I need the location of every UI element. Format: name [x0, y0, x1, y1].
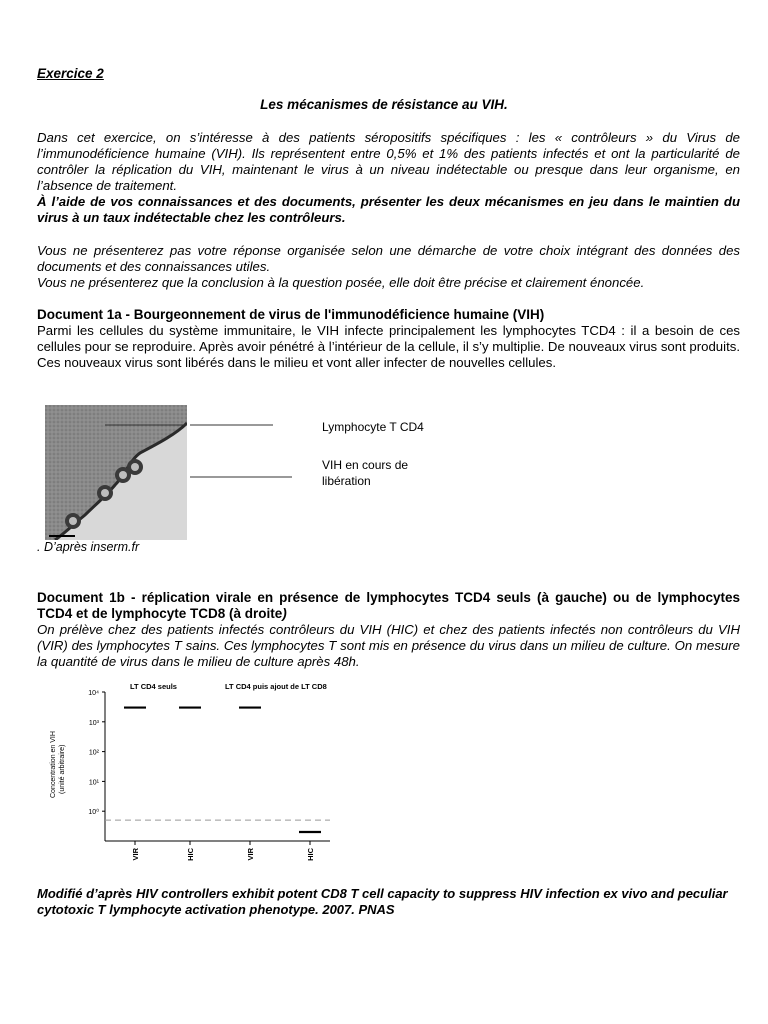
label-lymphocyte: Lymphocyte T CD4: [322, 420, 424, 434]
label-virus-line1: VIH en cours de: [322, 458, 409, 472]
x-tick-label: VIR: [131, 848, 140, 861]
source-citation: Modifié d’après HIV controllers exhibit potent CD8 T cell capacity to suppress HIV infection ex vivo and peculiar cytotoxic T lymphocyte activation phenotype. 2007. PNAS: [37, 886, 728, 917]
task-statement: À l’aide de vos connaissances et des documents, présenter les deux mécanismes en jeu dans le maintien du virus à un taux indétectable chez les contrôleurs.: [37, 194, 740, 225]
y-tick-label: 10²: [88, 749, 99, 757]
chart-title-left: LT CD4 seuls: [130, 682, 177, 691]
y-tick-label: 10⁰: [88, 809, 99, 817]
electron-micrograph: [45, 405, 187, 540]
credit-text: D’après inserm.fr: [43, 540, 140, 554]
label-virus-line2: libération: [322, 474, 371, 488]
doc1a-heading: Document 1a - Bourgeonnement de virus de l'immunodéficience humaine (VIH): [37, 307, 545, 322]
x-tick-label: HIC: [186, 848, 195, 861]
instruction-line-1: Vous ne présenterez pas votre réponse organisée selon une démarche de votre choix intégrant des données des documents et des connaissances utiles.: [37, 243, 740, 274]
y-tick-label: 10⁴: [88, 690, 99, 697]
x-tick-label: HIC: [306, 848, 315, 861]
exercise-subtitle: Les mécanismes de résistance au VIH.: [260, 97, 508, 112]
instructions: [37, 243, 740, 291]
chart-title-right: LT CD4 puis ajout de LT CD8: [225, 682, 327, 691]
y-tick-label: 10³: [88, 719, 99, 727]
y-ticks: [88, 690, 105, 816]
y-axis-label-line2: (unité arbitraire): [59, 744, 66, 794]
figure-1a-labels: [190, 405, 440, 540]
x-tick-label: VIR: [246, 848, 255, 861]
virus-concentration-chart: [45, 678, 345, 868]
data-marks: [124, 708, 321, 832]
doc1a-body: Parmi les cellules du système immunitaire, le VIH infecte principalement les lymphocytes TCD4 : il a besoin de ces cellules pour se reproduire. Après avoir pénétré à l’intérieur de la cellule, il s’y multiplie. De nouveaux virus sont produits. Ces nouveaux virus sont libérés dans le milieu et vont aller infecter de nouvelles cellules.: [37, 323, 740, 370]
intro-paragraph: Dans cet exercice, on s’intéresse à des patients séropositifs spécifiques : les « contrôleurs » du Virus de l’immunodéficience humaine (VIH). Ils représentent entre 0,5% et 1% des patients infectés et ont la particularité de contrôler la réplication du VIH, maintenant le virus à un niveau indétectable ou presque dans leur organisme, en l’absence de traitement.: [37, 130, 740, 193]
y-tick-label: 10¹: [88, 779, 99, 787]
doc1b-heading-tail: ): [282, 606, 287, 621]
instruction-line-2: Vous ne présenterez que la conclusion à la question posée, elle doit être précise et clairement énoncée.: [37, 275, 645, 290]
doc1b-body: On prélève chez des patients infectés contrôleurs du VIH (HIC) et chez des patients infectés non contrôleurs du VIH (VIR) des lymphocytes T sains. Ces lymphocytes T sont mis en présence du virus dans un milieu de culture. On mesure la quantité de virus dans le milieu de culture après 48h.: [37, 622, 740, 669]
y-axis-label-line1: Concentration en VIH: [50, 731, 57, 798]
exercise-title: Exercice 2: [37, 66, 104, 81]
image-credit: . D’après inserm.fr: [37, 540, 140, 554]
x-tick-labels: [131, 841, 315, 861]
doc1b-heading-main: Document 1b - réplication virale en présence de lymphocytes TCD4 seuls (à gauche) ou de lymphocytes TCD4 et de lymphocyte TCD8 (à droite: [37, 590, 740, 621]
doc1b-heading: [37, 590, 740, 622]
